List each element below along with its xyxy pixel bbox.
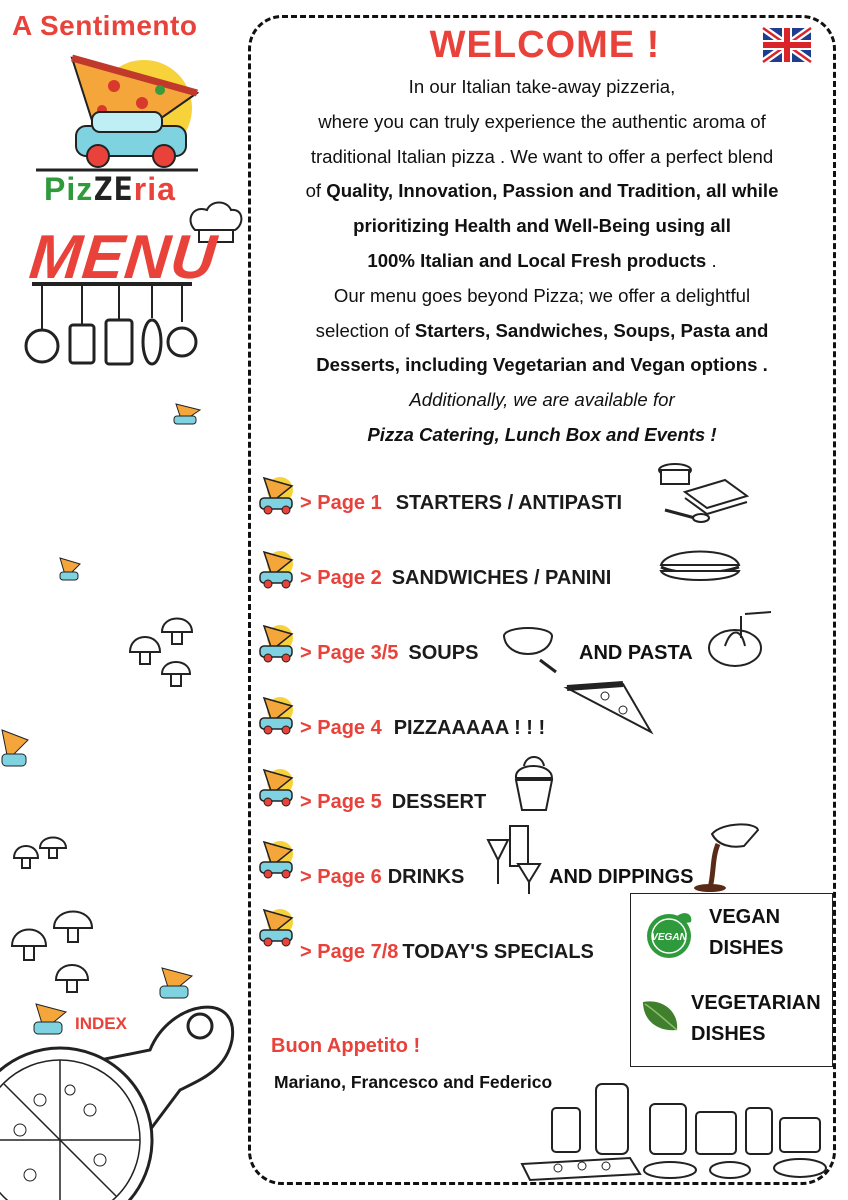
pizza-car-logo <box>32 48 202 173</box>
intro-line <box>252 383 832 418</box>
intro-line <box>252 70 832 105</box>
dietary-legend <box>630 893 833 1067</box>
pizza-car-bullet-icon <box>256 906 298 948</box>
kitchen-ingredients-icon <box>520 1078 832 1184</box>
uk-flag-icon[interactable] <box>763 28 811 62</box>
closing-greeting: Buon Appetito ! <box>271 1035 421 1057</box>
section-name: DRINKS <box>387 866 465 888</box>
menu-index-item[interactable] <box>300 642 478 665</box>
welcome-title: WELCOME ! <box>429 24 661 66</box>
intro-line <box>252 174 832 209</box>
pizza-car-bullet-icon <box>256 694 298 736</box>
sandwich-icon <box>657 545 743 587</box>
section-name: SANDWICHES / PANINI <box>391 567 612 589</box>
intro-text: Additionally, we are available for <box>409 389 675 411</box>
pizza-car-icon <box>0 726 32 772</box>
pizza-car-icon <box>170 402 202 428</box>
page-number: > Page 1 <box>300 492 382 514</box>
section-name: DESSERT <box>391 791 487 813</box>
sauce-boat-icon <box>692 818 762 892</box>
menu-index-item[interactable] <box>300 492 622 515</box>
pizza-car-bullet-icon <box>256 622 298 664</box>
intro-text: Pizza Catering, Lunch Box and Events ! <box>367 423 717 445</box>
pizza-slice-icon <box>565 682 655 734</box>
intro-text: traditional Italian pizza . We want to offer a perfect blend <box>310 145 774 167</box>
section-name: STARTERS / ANTIPASTI <box>395 492 623 514</box>
menu-index-item[interactable] <box>300 791 486 814</box>
vegan-badge-icon <box>643 908 695 960</box>
mushrooms-icon <box>10 902 100 998</box>
index-label: INDEX <box>75 1014 127 1033</box>
section-name: SOUPS <box>408 642 479 664</box>
wordmark-part: Piz <box>44 171 94 207</box>
menu-title: MENU <box>26 223 221 292</box>
intro-text: of <box>305 180 327 202</box>
leaf-icon <box>639 994 683 1038</box>
pizza-car-icon <box>56 556 84 584</box>
intro-line <box>252 314 832 349</box>
intro-text: 100% Italian and Local Fresh products <box>367 249 707 271</box>
intro-text: Quality, Innovation, Passion and Tradition, all while <box>326 180 779 202</box>
pasta-plate-icon <box>705 608 773 670</box>
page-number: > Page 2 <box>300 567 382 589</box>
wordmark-part: ria <box>133 171 176 207</box>
intro-text: Starters, Sandwiches, Soups, Pasta and <box>414 319 769 341</box>
pizza-car-bullet-icon <box>256 474 298 516</box>
intro-text: selection of <box>315 319 415 341</box>
mushrooms-icon <box>126 612 198 692</box>
intro-paragraph <box>252 70 832 453</box>
page-number: > Page 3/5 <box>300 642 399 664</box>
brand-name: A Sentimento <box>12 10 198 41</box>
menu-index-item[interactable] <box>300 567 611 590</box>
intro-line <box>252 105 832 140</box>
intro-line <box>252 348 832 383</box>
section-name-secondary[interactable]: AND DIPPINGS <box>549 866 694 888</box>
intro-text: In our Italian take-away pizzeria, <box>408 76 676 97</box>
pizzeria-wordmark <box>44 170 176 208</box>
vegetarian-legend-label <box>691 988 821 1050</box>
intro-line <box>252 244 832 279</box>
intro-line <box>252 140 832 175</box>
soup-bowl-icon <box>500 620 562 676</box>
menu-index-item[interactable] <box>300 941 594 964</box>
vegan-badge-text: VEGAN <box>651 932 687 943</box>
intro-text: prioritizing Health and Well-Being using all <box>353 215 731 237</box>
intro-line <box>252 279 832 314</box>
cupcake-icon <box>510 752 558 814</box>
menu-index-item[interactable] <box>300 866 464 889</box>
intro-text: Desserts, including Vegetarian and Vegan options . <box>316 354 768 376</box>
hanging-utensils-icon <box>22 280 202 370</box>
pizza-car-bullet-icon <box>256 548 298 590</box>
page-number: > Page 7/8 <box>300 941 399 963</box>
vegan-legend-label <box>709 902 783 964</box>
intro-text: where you can truly experience the authentic aroma of <box>318 110 766 132</box>
mushrooms-icon <box>12 832 70 882</box>
menu-index-item[interactable] <box>300 717 545 740</box>
pizza-peel-icon <box>0 990 245 1200</box>
page-number: > Page 6 <box>300 866 382 888</box>
vegetarian-line: DISHES <box>691 1023 766 1045</box>
intro-line <box>252 418 832 453</box>
section-name: TODAY'S SPECIALS <box>402 941 594 963</box>
intro-text: Our menu goes beyond Pizza; we offer a delightful <box>333 284 751 306</box>
drinks-glasses-icon <box>484 820 544 896</box>
pizza-car-bullet-icon <box>256 838 298 880</box>
intro-line <box>252 209 832 244</box>
wordmark-part: ZE <box>93 170 134 208</box>
page-number: > Page 5 <box>300 791 382 813</box>
owners-signature: Mariano, Francesco and Federico <box>274 1072 553 1092</box>
section-name: PIZZAAAAA ! ! ! <box>393 717 546 739</box>
section-name-secondary[interactable]: AND PASTA <box>579 642 693 664</box>
intro-text: . <box>706 249 717 271</box>
page-number: > Page 4 <box>300 717 382 739</box>
vegetarian-line: VEGETARIAN <box>691 992 821 1014</box>
pizza-car-bullet-icon <box>256 766 298 808</box>
starters-icon <box>655 462 750 528</box>
vegan-line: DISHES <box>709 937 784 959</box>
vegan-line: VEGAN <box>709 906 781 928</box>
